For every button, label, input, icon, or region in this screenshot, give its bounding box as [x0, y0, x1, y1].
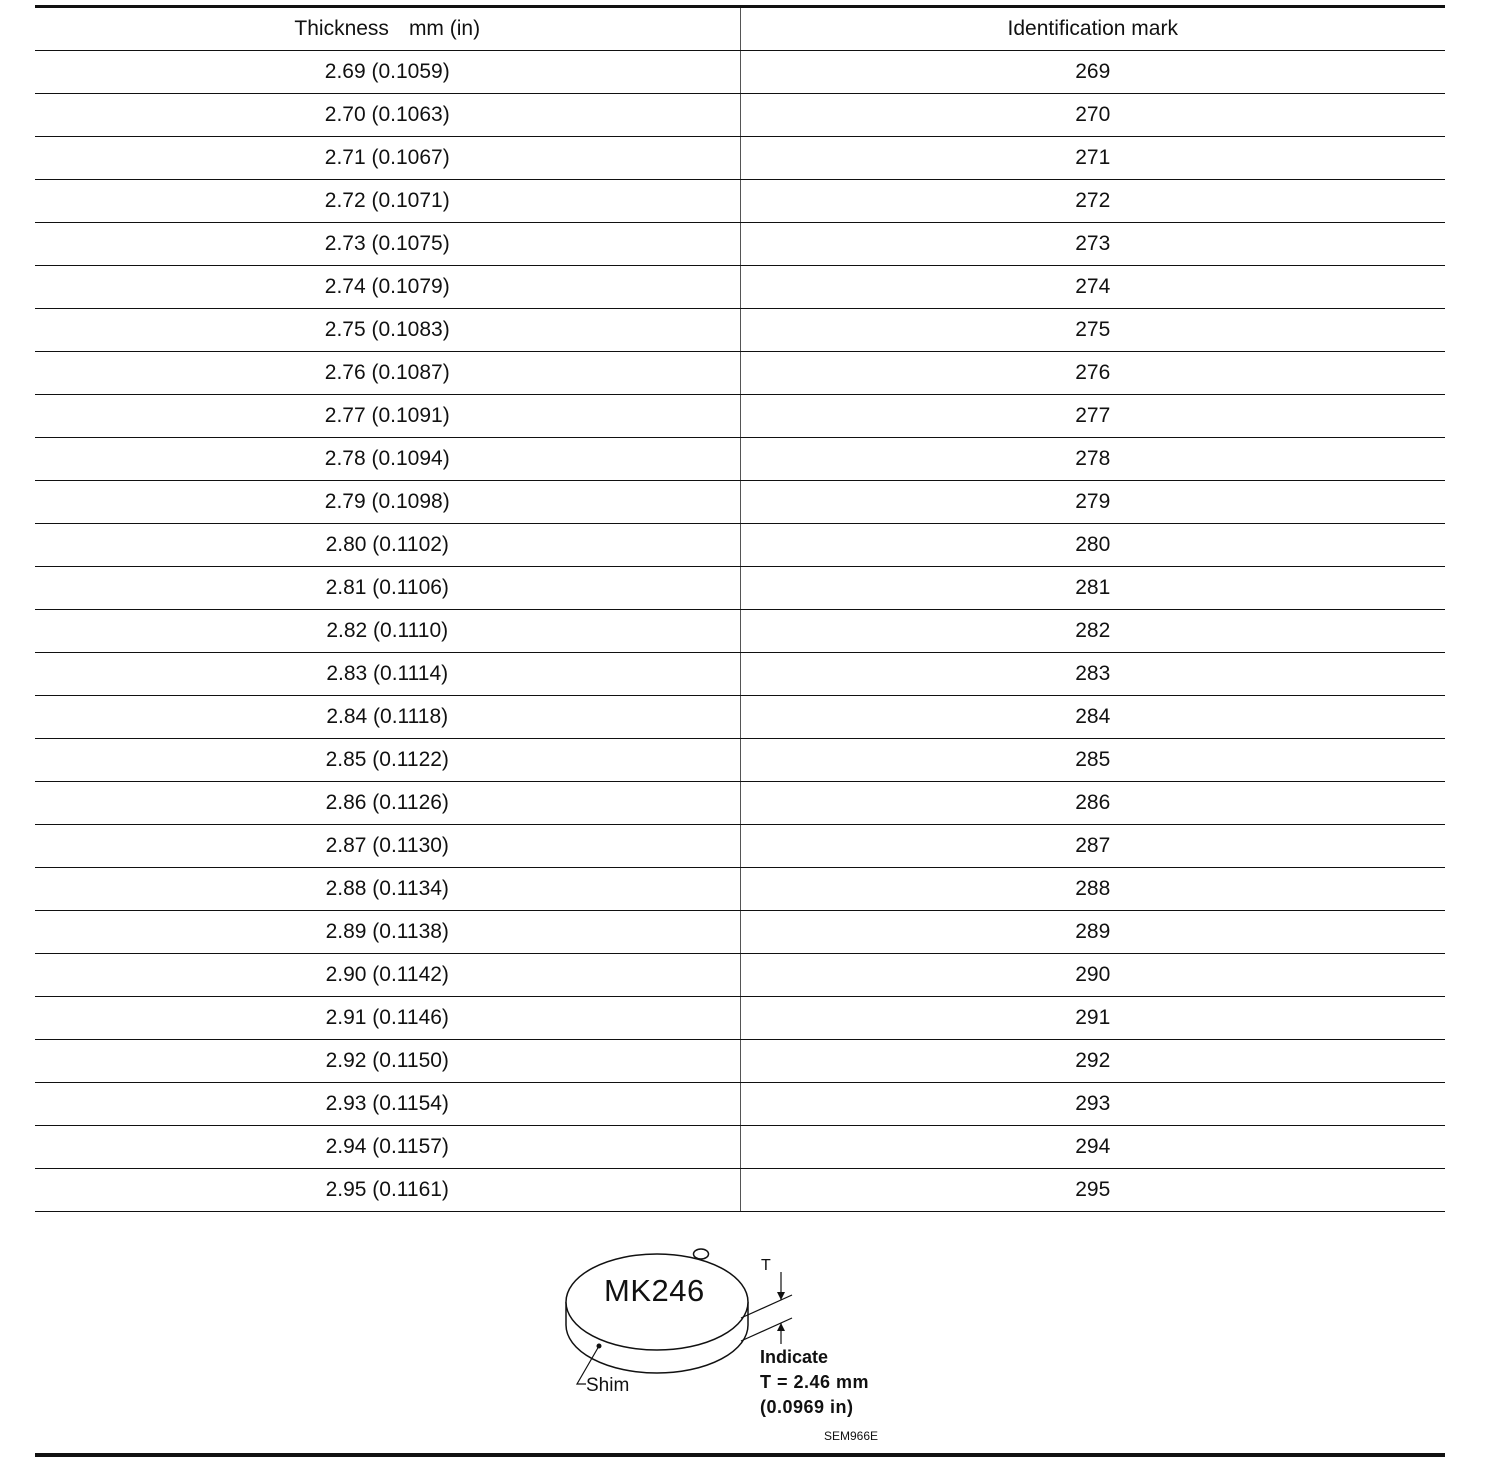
shim-figure — [540, 1220, 940, 1450]
thickness-cell: 2.82 (0.1110) — [35, 610, 740, 653]
identification-mark-cell: 285 — [740, 739, 1445, 782]
identification-mark-cell: 294 — [740, 1126, 1445, 1169]
thickness-cell: 2.69 (0.1059) — [35, 51, 740, 94]
identification-mark-cell: 287 — [740, 825, 1445, 868]
thickness-cell: 2.83 (0.1114) — [35, 653, 740, 696]
identification-column-header: Identification mark — [740, 8, 1445, 51]
table-row — [35, 1083, 1445, 1126]
thickness-cell: 2.93 (0.1154) — [35, 1083, 740, 1126]
identification-mark-cell: 280 — [740, 524, 1445, 567]
table-row — [35, 911, 1445, 954]
table-row — [35, 1126, 1445, 1169]
thickness-cell: 2.77 (0.1091) — [35, 395, 740, 438]
thickness-symbol: T — [761, 1257, 771, 1274]
table-row — [35, 653, 1445, 696]
identification-mark-cell: 282 — [740, 610, 1445, 653]
table-row — [35, 51, 1445, 94]
table-row — [35, 395, 1445, 438]
thickness-cell: 2.92 (0.1150) — [35, 1040, 740, 1083]
identification-mark-cell: 270 — [740, 94, 1445, 137]
identification-mark-cell: 277 — [740, 395, 1445, 438]
identification-mark-cell: 293 — [740, 1083, 1445, 1126]
thickness-cell: 2.90 (0.1142) — [35, 954, 740, 997]
table-row — [35, 825, 1445, 868]
indicate-value-mm: T = 2.46 mm — [760, 1372, 870, 1392]
identification-mark-cell: 275 — [740, 309, 1445, 352]
identification-mark-cell: 272 — [740, 180, 1445, 223]
shim-identification-mark: MK246 — [604, 1273, 705, 1308]
identification-mark-cell: 288 — [740, 868, 1445, 911]
thickness-cell: 2.78 (0.1094) — [35, 438, 740, 481]
table-row — [35, 739, 1445, 782]
identification-mark-cell: 289 — [740, 911, 1445, 954]
page-bottom-rule — [35, 1453, 1445, 1457]
table-body — [35, 51, 1445, 1212]
thickness-header-label: Thickness — [294, 17, 389, 40]
thickness-cell: 2.72 (0.1071) — [35, 180, 740, 223]
identification-mark-cell: 273 — [740, 223, 1445, 266]
identification-mark-cell: 274 — [740, 266, 1445, 309]
thickness-cell: 2.86 (0.1126) — [35, 782, 740, 825]
thickness-cell: 2.88 (0.1134) — [35, 868, 740, 911]
identification-mark-cell: 283 — [740, 653, 1445, 696]
table-row — [35, 954, 1445, 997]
thickness-cell: 2.84 (0.1118) — [35, 696, 740, 739]
identification-mark-cell: 271 — [740, 137, 1445, 180]
table-row — [35, 481, 1445, 524]
identification-mark-cell: 279 — [740, 481, 1445, 524]
thickness-cell: 2.76 (0.1087) — [35, 352, 740, 395]
thickness-cell: 2.85 (0.1122) — [35, 739, 740, 782]
thickness-cell: 2.87 (0.1130) — [35, 825, 740, 868]
table-row — [35, 997, 1445, 1040]
table-row — [35, 137, 1445, 180]
identification-mark-cell: 278 — [740, 438, 1445, 481]
thickness-cell: 2.94 (0.1157) — [35, 1126, 740, 1169]
identification-mark-cell: 290 — [740, 954, 1445, 997]
table-row — [35, 94, 1445, 137]
table-row — [35, 567, 1445, 610]
thickness-cell: 2.79 (0.1098) — [35, 481, 740, 524]
table-row — [35, 266, 1445, 309]
identification-mark-cell: 284 — [740, 696, 1445, 739]
table-row — [35, 309, 1445, 352]
thickness-cell: 2.75 (0.1083) — [35, 309, 740, 352]
shim-hole-icon — [694, 1249, 709, 1259]
table-row — [35, 696, 1445, 739]
identification-mark-cell: 292 — [740, 1040, 1445, 1083]
thickness-cell: 2.73 (0.1075) — [35, 223, 740, 266]
identification-mark-cell: 281 — [740, 567, 1445, 610]
thickness-header-unit: mm (in) — [408, 17, 481, 40]
indicate-value-in: (0.0969 in) — [760, 1397, 854, 1417]
identification-mark-cell: 276 — [740, 352, 1445, 395]
table-row — [35, 223, 1445, 266]
identification-mark-cell: 295 — [740, 1169, 1445, 1212]
shim-drawing — [540, 1220, 940, 1450]
thickness-cell: 2.81 (0.1106) — [35, 567, 740, 610]
figure-code: SEM966E — [824, 1429, 879, 1443]
identification-mark-cell: 269 — [740, 51, 1445, 94]
table-row — [35, 438, 1445, 481]
shim-label: Shim — [586, 1375, 630, 1396]
table-header-row — [35, 8, 1445, 51]
table-row — [35, 868, 1445, 911]
thickness-cell: 2.89 (0.1138) — [35, 911, 740, 954]
indicate-label: Indicate — [760, 1347, 829, 1367]
table-row — [35, 524, 1445, 567]
thickness-column-header — [35, 8, 740, 51]
shim-thickness-table — [35, 8, 1445, 1212]
table-row — [35, 1040, 1445, 1083]
table-row — [35, 352, 1445, 395]
table-row — [35, 180, 1445, 223]
thickness-cell: 2.91 (0.1146) — [35, 997, 740, 1040]
identification-mark-cell: 291 — [740, 997, 1445, 1040]
table-row — [35, 610, 1445, 653]
table-row — [35, 1169, 1445, 1212]
identification-mark-cell: 286 — [740, 782, 1445, 825]
thickness-cell: 2.80 (0.1102) — [35, 524, 740, 567]
table-row — [35, 782, 1445, 825]
thickness-cell: 2.74 (0.1079) — [35, 266, 740, 309]
thickness-cell: 2.70 (0.1063) — [35, 94, 740, 137]
thickness-cell: 2.71 (0.1067) — [35, 137, 740, 180]
thickness-cell: 2.95 (0.1161) — [35, 1169, 740, 1212]
